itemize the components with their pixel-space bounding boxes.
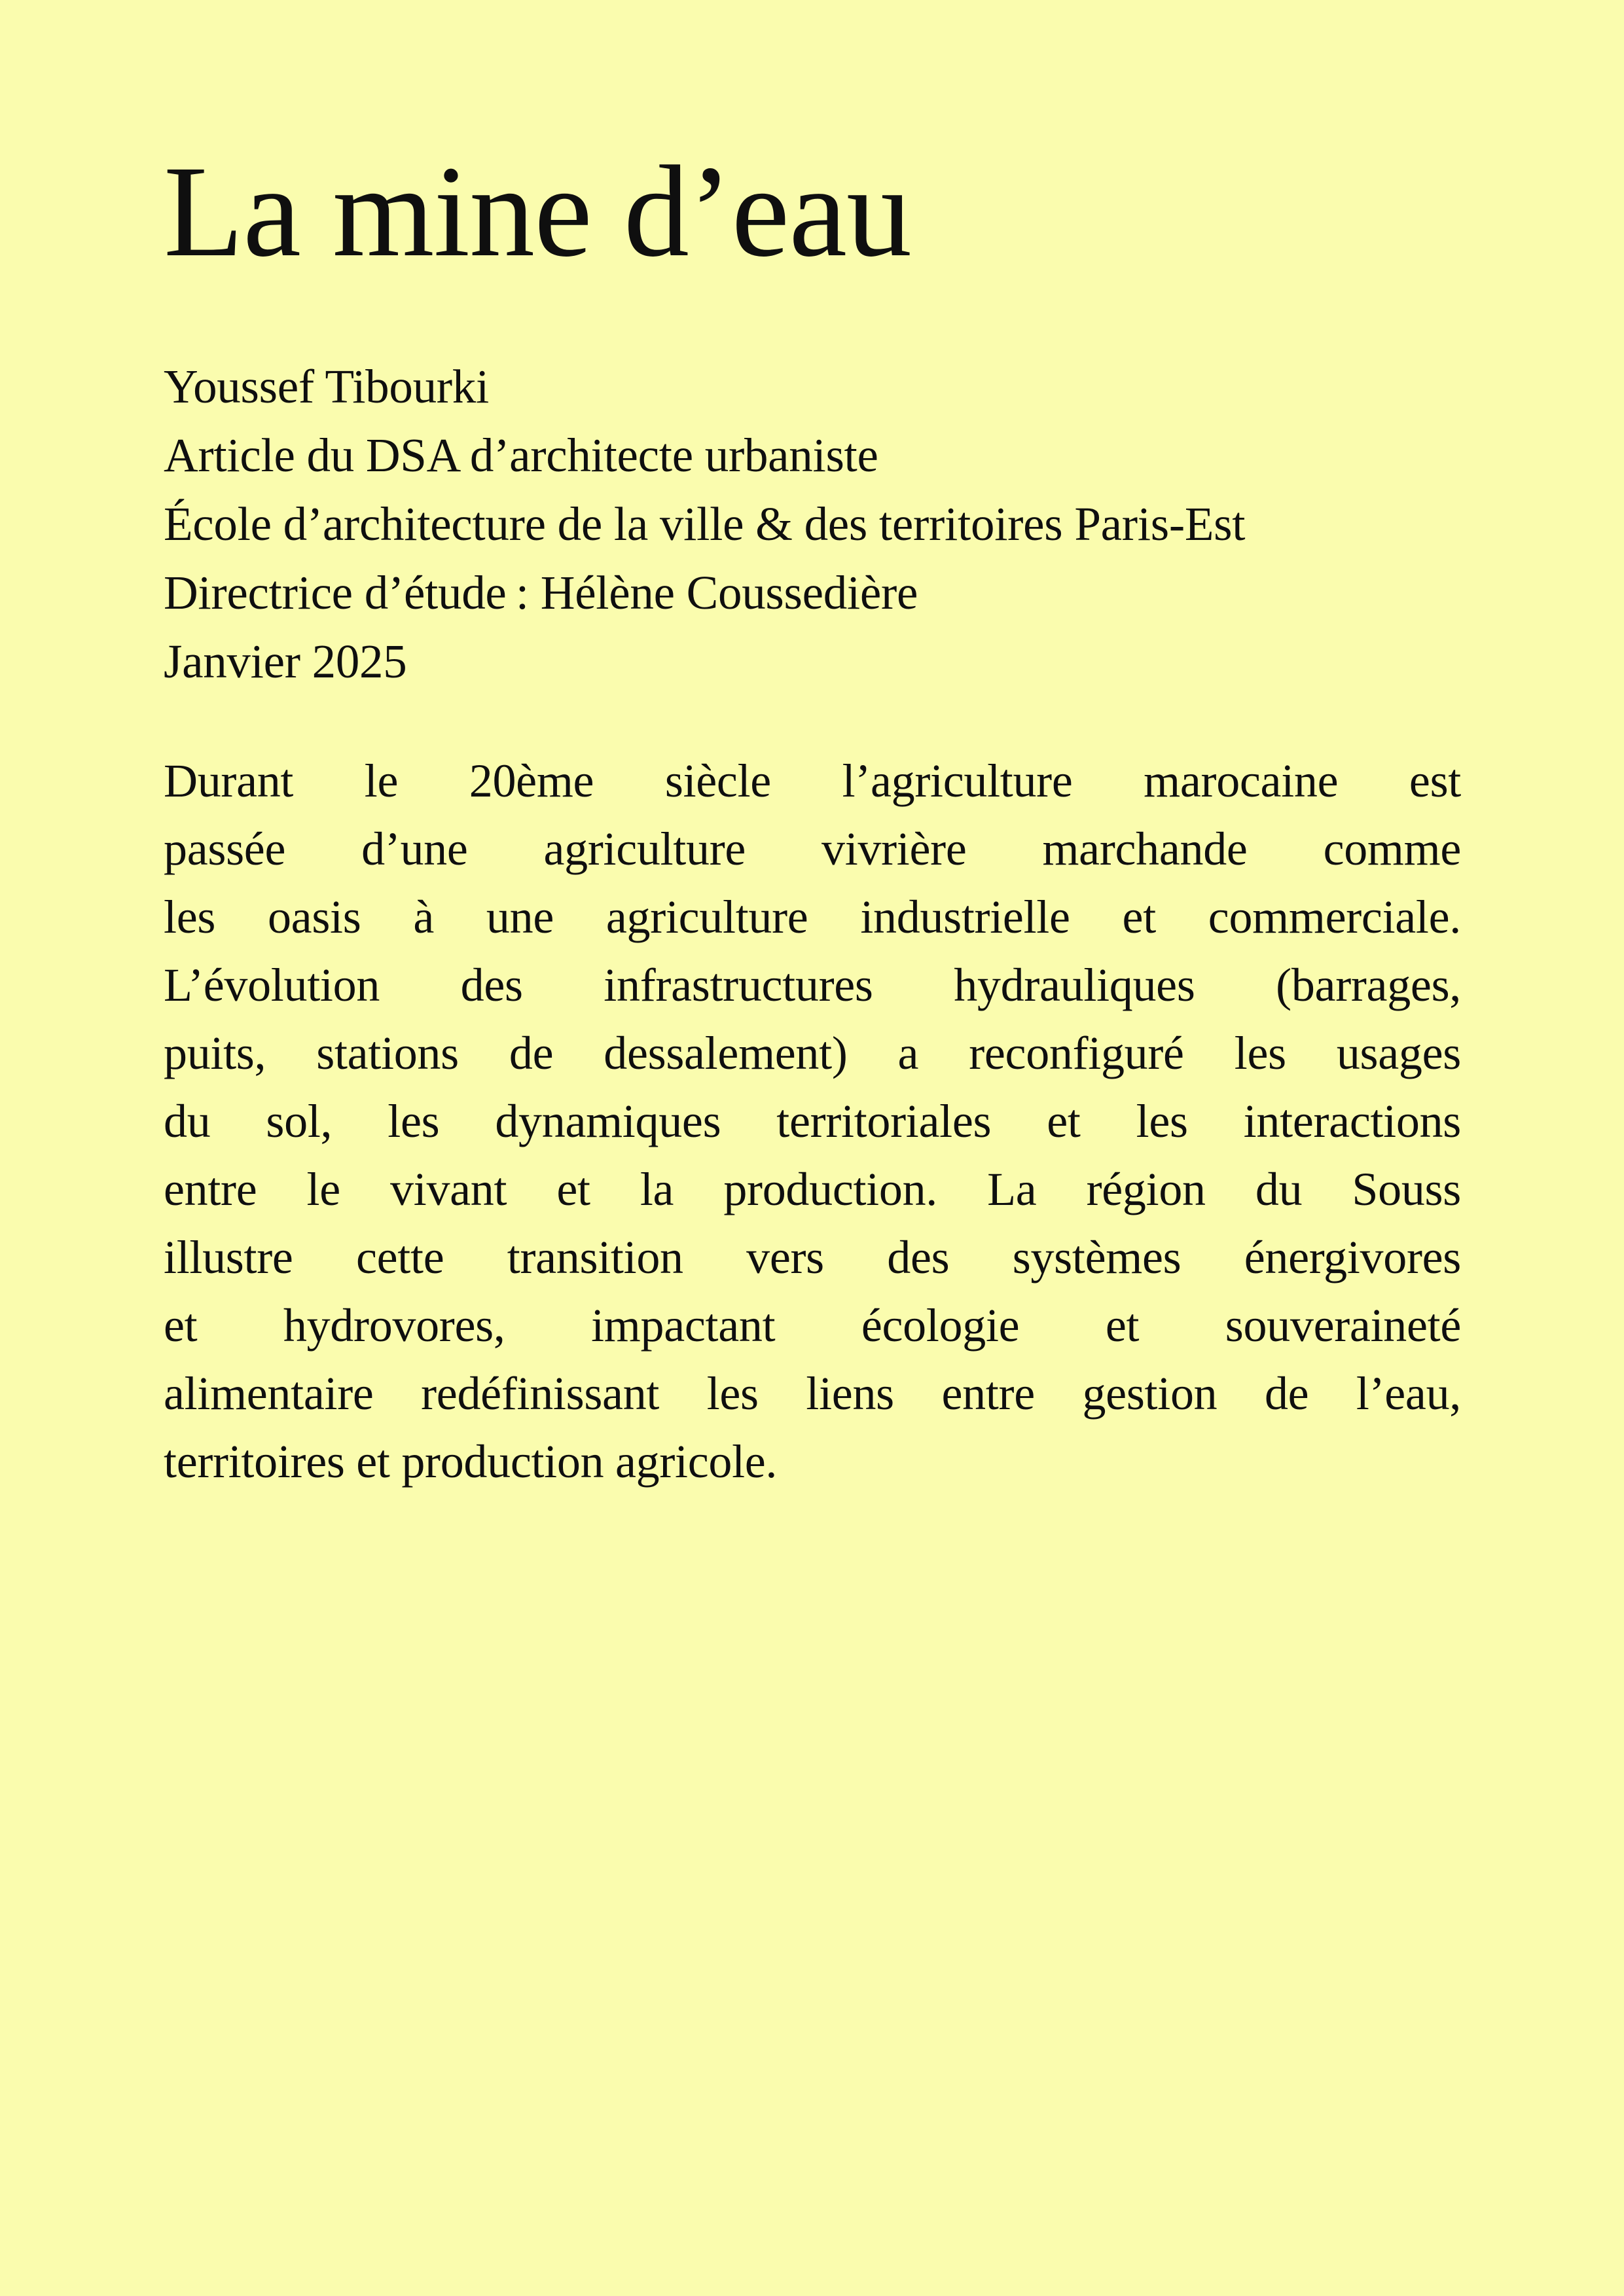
document-title: La mine d’eau: [164, 139, 911, 284]
byline-date: Janvier 2025: [164, 635, 407, 688]
byline-director: Directrice d’étude : Hélène Coussedière: [164, 566, 918, 619]
byline-author: Youssef Tibourki: [164, 360, 489, 413]
paragraph-line: entre le vivant et la production. La région du Souss: [164, 1163, 1461, 1215]
paragraph-line: puits, stations de dessalement) a reconfiguré les usages: [164, 1027, 1461, 1079]
paragraph-line: illustre cette transition vers des systèmes énergivores: [164, 1231, 1461, 1283]
paragraph-line: L’évolution des infrastructures hydrauliques (barrages,: [164, 959, 1461, 1011]
paragraph-line: du sol, les dynamiques territoriales et les interactions: [164, 1095, 1461, 1147]
byline-block: [164, 352, 1461, 696]
text-block: [164, 139, 1461, 1496]
paragraph-line: les oasis à une agriculture industrielle et commerciale.: [164, 891, 1461, 943]
abstract-paragraph: [164, 747, 1461, 1496]
byline-article-type: Article du DSA d’architecte urbaniste: [164, 429, 878, 482]
paragraph-line: passée d’une agriculture vivrière marchande comme: [164, 823, 1461, 875]
paragraph-line: Durant le 20ème siècle l’agriculture marocaine est: [164, 755, 1461, 807]
byline-school: École d’architecture de la ville & des territoires Paris-Est: [164, 497, 1246, 550]
paragraph-line: et hydrovores, impactant écologie et souveraineté: [164, 1299, 1461, 1352]
paragraph-line: alimentaire redéfinissant les liens entre gestion de l’eau,: [164, 1367, 1461, 1420]
paragraph-line: territoires et production agricole.: [164, 1435, 778, 1488]
